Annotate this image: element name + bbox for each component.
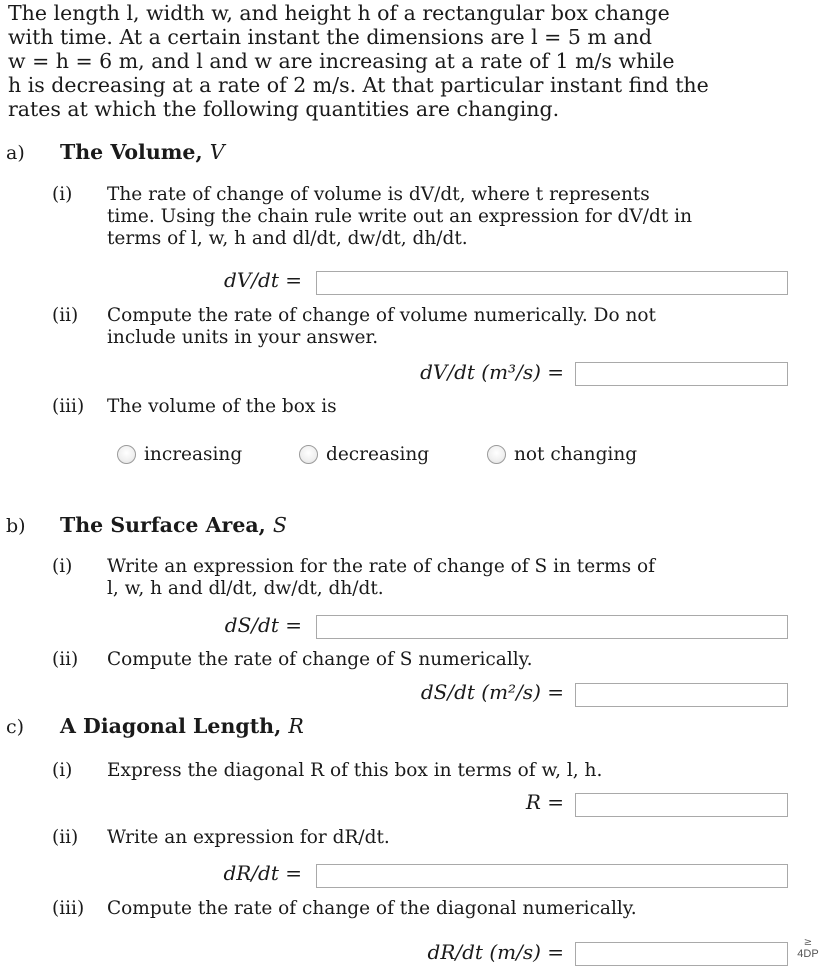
part-a-i-question bbox=[107, 184, 692, 250]
part-a-i-number: (i) bbox=[52, 184, 73, 205]
part-c-title bbox=[60, 714, 304, 738]
precision-badge bbox=[794, 937, 822, 960]
part-c-ii-question: Write an expression for dR/dt. bbox=[107, 827, 390, 848]
radio-decreasing-label: decreasing bbox=[326, 444, 430, 465]
part-c-letter: c) bbox=[6, 716, 25, 738]
part-a-iii-number: (iii) bbox=[52, 396, 85, 417]
part-b-i-line-1: Write an expression for the rate of change of S in terms of bbox=[107, 556, 655, 577]
intro-line-5: rates at which the following quantities are changing. bbox=[8, 96, 560, 121]
radio-increasing-label: increasing bbox=[144, 444, 243, 465]
part-a-i-line-2: time. Using the chain rule write out an expression for dV/dt in bbox=[107, 206, 692, 227]
precision-badge-symbol: ≥ bbox=[803, 937, 813, 948]
problem-statement bbox=[8, 2, 709, 122]
part-b-ii-number: (ii) bbox=[52, 649, 79, 670]
r-expression-label: R = bbox=[525, 790, 564, 814]
dvdt-expression-label: dV/dt = bbox=[224, 268, 302, 292]
part-a-iii-question: The volume of the box is bbox=[107, 396, 337, 417]
part-a-title-variable: V bbox=[209, 140, 225, 164]
part-a-title bbox=[60, 140, 225, 164]
precision-badge-text: 4DP bbox=[797, 948, 819, 960]
dvdt-value-label: dV/dt (m³/s) = bbox=[420, 360, 564, 384]
part-b-i-question bbox=[107, 556, 655, 600]
part-b-letter: b) bbox=[6, 515, 26, 537]
part-c-iii-number: (iii) bbox=[52, 898, 85, 919]
part-a-i-line-1: The rate of change of volume is dV/dt, where t represents bbox=[107, 184, 650, 205]
dsdt-value-label: dS/dt (m²/s) = bbox=[420, 680, 564, 704]
part-c-title-text: A Diagonal Length, bbox=[60, 714, 282, 738]
part-c-iii-question: Compute the rate of change of the diagonal numerically. bbox=[107, 898, 637, 919]
part-a-ii-line-1: Compute the rate of change of volume numerically. Do not bbox=[107, 305, 656, 326]
part-b-i-line-2: l, w, h and dl/dt, dw/dt, dh/dt. bbox=[107, 578, 384, 599]
part-b-i-number: (i) bbox=[52, 556, 73, 577]
drdt-value-label: dR/dt (m/s) = bbox=[427, 940, 564, 964]
drdt-value-input[interactable] bbox=[575, 942, 788, 966]
radio-decreasing[interactable] bbox=[299, 445, 318, 464]
part-a-i-line-3: terms of l, w, h and dl/dt, dw/dt, dh/dt. bbox=[107, 228, 468, 249]
part-c-i-number: (i) bbox=[52, 760, 73, 781]
part-c-ii-number: (ii) bbox=[52, 827, 79, 848]
dsdt-expression-label: dS/dt = bbox=[224, 613, 302, 637]
r-expression-input[interactable] bbox=[575, 793, 788, 817]
radio-increasing[interactable] bbox=[117, 445, 136, 464]
dvdt-expression-input[interactable] bbox=[316, 271, 788, 295]
radio-not-changing[interactable] bbox=[487, 445, 506, 464]
part-a-letter: a) bbox=[6, 142, 25, 164]
dsdt-value-input[interactable] bbox=[575, 683, 788, 707]
radio-not-changing-label: not changing bbox=[514, 444, 638, 465]
intro-line-4: h is decreasing at a rate of 2 m/s. At that particular instant find the bbox=[8, 72, 709, 97]
dvdt-value-input[interactable] bbox=[575, 362, 788, 386]
part-a-ii-line-2: include units in your answer. bbox=[107, 327, 379, 348]
part-a-ii-number: (ii) bbox=[52, 305, 79, 326]
part-c-i-question: Express the diagonal R of this box in terms of w, l, h. bbox=[107, 760, 603, 781]
part-b-title-variable: S bbox=[272, 513, 287, 537]
part-a-ii-question bbox=[107, 305, 656, 349]
intro-line-1: The length l, width w, and height h of a rectangular box change bbox=[8, 1, 670, 25]
part-b-title bbox=[60, 513, 287, 537]
part-b-title-text: The Surface Area, bbox=[60, 513, 266, 537]
part-c-title-variable: R bbox=[288, 714, 304, 738]
drdt-expression-input[interactable] bbox=[316, 864, 788, 888]
intro-line-3: w = h = 6 m, and l and w are increasing at a rate of 1 m/s while bbox=[8, 48, 675, 73]
part-a-title-text: The Volume, bbox=[60, 140, 203, 164]
drdt-expression-label: dR/dt = bbox=[223, 861, 302, 885]
dsdt-expression-input[interactable] bbox=[316, 615, 788, 639]
intro-line-2: with time. At a certain instant the dimensions are l = 5 m and bbox=[8, 24, 652, 49]
part-b-ii-question: Compute the rate of change of S numerically. bbox=[107, 649, 533, 670]
